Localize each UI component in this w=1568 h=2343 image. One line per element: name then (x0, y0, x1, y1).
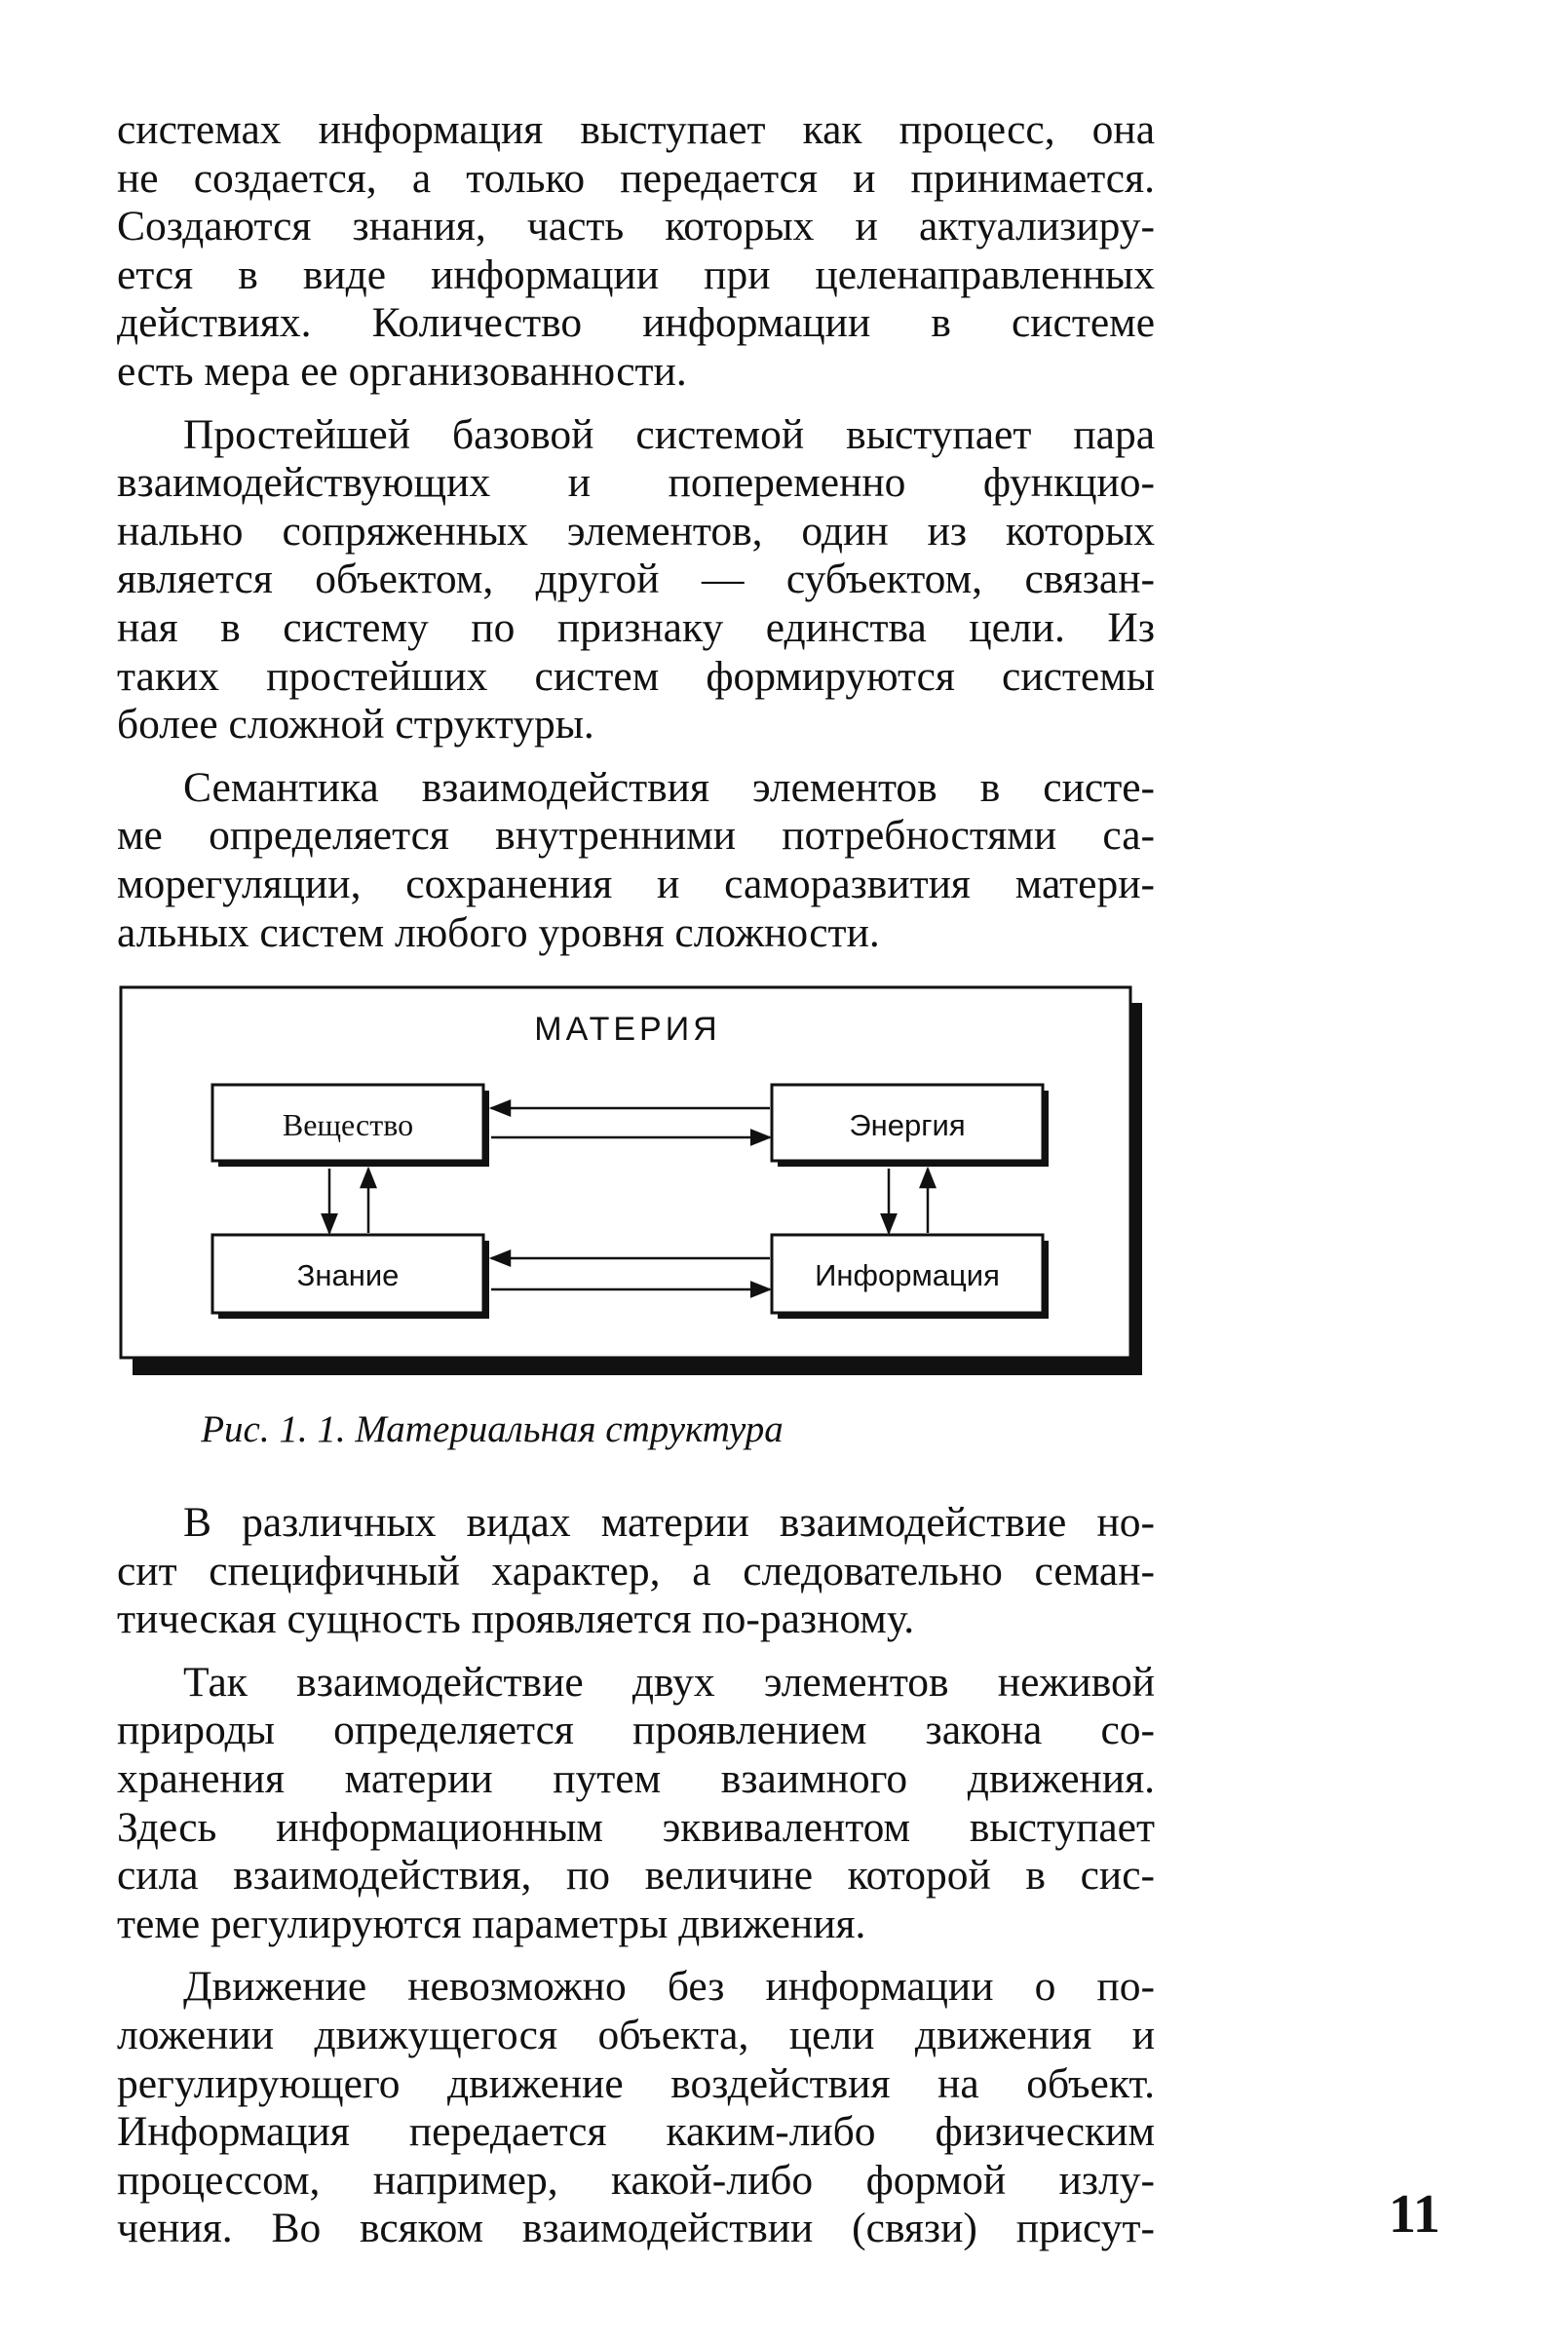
text-line: процессом, например, какой-либо формой излу- (117, 2156, 1155, 2204)
text-line: Информация передается каким-либо физическим (117, 2108, 1155, 2156)
text-line: таких простейших систем формируются системы (117, 652, 1155, 700)
text-line: тическая сущность проявляется по-разному. (117, 1595, 915, 1643)
text-line: действиях. Количество информации в системе (117, 299, 1155, 347)
box-substance-label: Вещество (282, 1107, 414, 1142)
paragraph-1 (117, 106, 1155, 397)
box-information-label: Информация (815, 1258, 1000, 1292)
text-line: Здесь информационным эквивалентом выступает (117, 1803, 1155, 1851)
paragraph-5 (117, 1659, 1155, 1949)
text-line: системах информация выступает как процесс, она (117, 106, 1155, 153)
figure-caption: Рис. 1. 1. Материальная структура (201, 1408, 784, 1450)
body-text-top (117, 106, 1155, 957)
diagram (117, 979, 1150, 1379)
text-line: альных систем любого уровня сложности. (117, 908, 880, 956)
text-line: хранения материи путем взаимного движения. (117, 1754, 1155, 1802)
box-knowledge-label: Знание (296, 1258, 400, 1292)
text-line: ложении движущегося объекта, цели движения и (117, 2011, 1155, 2058)
text-line: теме регулируются параметры движения. (117, 1900, 866, 1947)
text-line: ме определяется внутренними потребностями са- (117, 812, 1155, 860)
text-line: является объектом, другой — субъектом, связан- (117, 556, 1155, 603)
text-line: нально сопряженных элементов, один из которых (117, 507, 1155, 555)
text-line: природы определяется проявлением закона со- (117, 1707, 1155, 1754)
paragraph-2 (117, 411, 1155, 749)
body-text-bottom (117, 1499, 1155, 2253)
text-line: чения. Во всяком взаимодействии (связи) присут- (117, 2205, 1155, 2252)
text-line: ется в виде информации при целенаправленных (117, 250, 1155, 298)
text-line: Простейшей базовой системой выступает пара (183, 410, 1155, 458)
text-line: В различных видах материи взаимодействие но- (183, 1499, 1155, 1546)
text-line: Семантика взаимодействия элементов в систе- (183, 763, 1155, 811)
text-line: взаимодействующих и попеременно функцио- (117, 459, 1155, 507)
paragraph-3 (117, 764, 1155, 957)
text-line: Движение невозможно без информации о по- (183, 1963, 1155, 2011)
text-line: не создается, а только передается и принимается. (117, 154, 1155, 202)
text-line: морегуляции, сохранения и саморазвития матери- (117, 860, 1155, 907)
text-line: Так взаимодействие двух элементов неживой (183, 1658, 1155, 1706)
text-line: более сложной структуры. (117, 701, 594, 749)
figure-material-structure (117, 979, 1150, 1379)
text-line: ная в систему по признаку единства цели. Из (117, 603, 1155, 651)
figure-title: МАТЕРИЯ (534, 1011, 721, 1048)
text-line: сит специфичный характер, а следовательно семан- (117, 1547, 1155, 1594)
text-line: сила взаимодействия, по величине которой в сис- (117, 1852, 1155, 1900)
paragraph-6 (117, 1963, 1155, 2253)
text-line: регулирующего движение воздействия на объект. (117, 2059, 1155, 2107)
text-line: Создаются знания, часть которых и актуализиру- (117, 203, 1155, 250)
paragraph-4 (117, 1499, 1155, 1644)
page-number: 11 (1389, 2184, 1440, 2245)
box-energy-label: Энергия (849, 1108, 966, 1142)
text-line: есть мера ее организованности. (117, 347, 687, 395)
